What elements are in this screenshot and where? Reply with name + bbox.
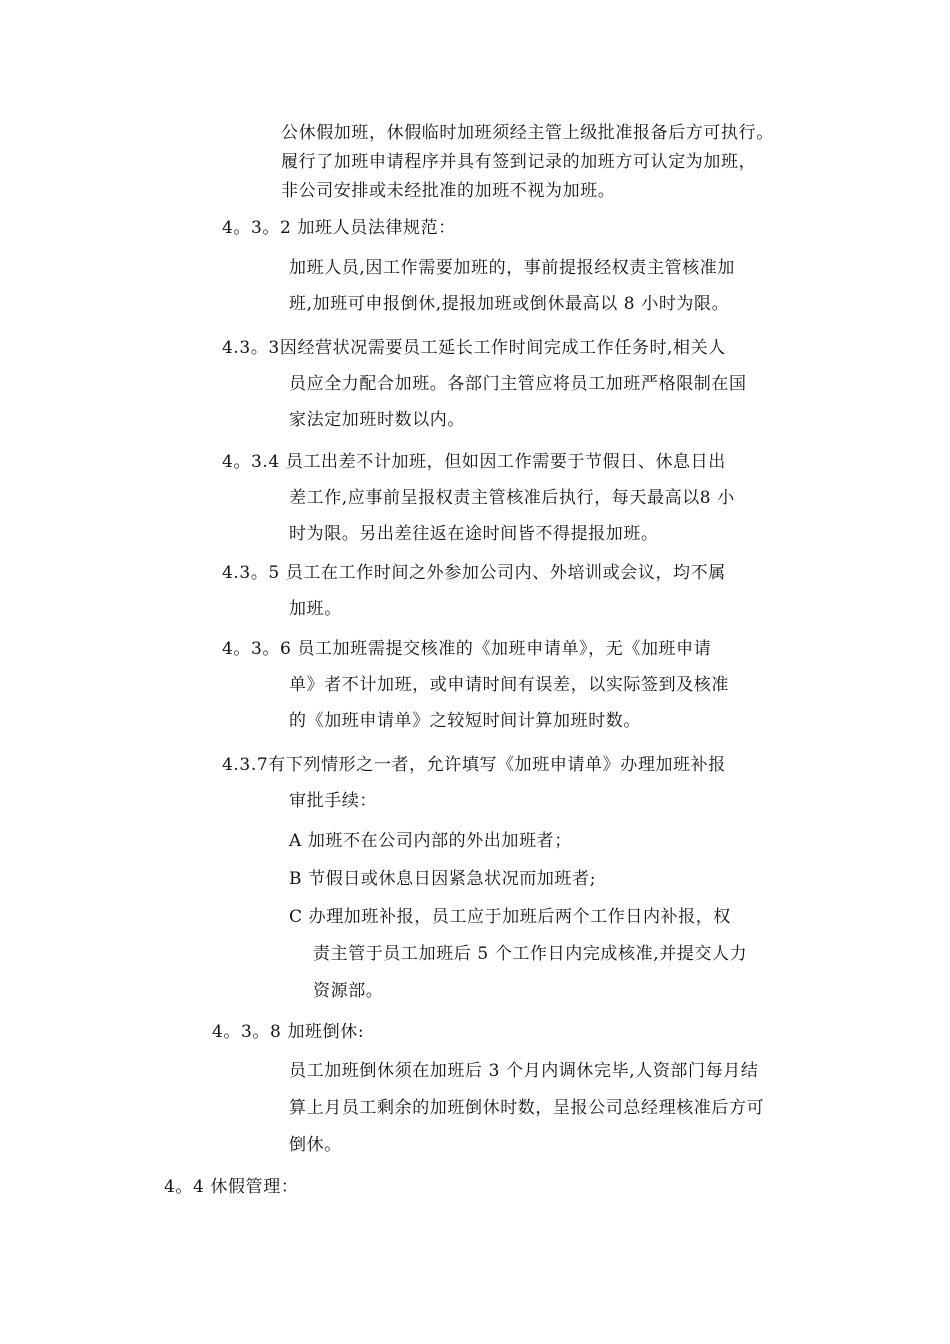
paragraph-line: 加班人员,因工作需要加班的，事前提报经权责主管核准加 [289,258,736,278]
list-item-a: A 加班不在公司内部的外出加班者； [289,831,572,851]
section-4-3-7-line: 4.3.7有下列情形之一者，允许填写《加班申请单》办理加班补报 [222,755,726,775]
paragraph-line: 差工作,应事前呈报权责主管核准后执行，每天最高以8 小 [289,488,735,508]
paragraph-line: 履行了加班申请程序并具有签到记录的加班方可认定为加班， [281,152,757,172]
section-4-3-5-line: 4.3。5 员工在工作时间之外参加公司内、外培训或会议，均不属 [222,563,726,583]
paragraph-line: 审批手续： [289,791,377,811]
paragraph-line: 班,加班可申报倒休,提报加班或倒休最高以 8 小时为限。 [289,294,730,314]
paragraph-line: 家法定加班时数以内。 [289,410,465,430]
section-4-3-3-line: 4.3。3因经营状况需要员工延长工作时间完成工作任务时,相关人 [222,338,726,358]
paragraph-line: 的《加班申请单》之较短时间计算加班时数。 [289,711,641,731]
section-heading-4-3-2: 4。3。2 加班人员法律规范： [222,218,456,238]
list-item-c: C 办理加班补报，员工应于加班后两个工作日内补报，权 [289,907,732,927]
list-item-c-continued: 责主管于员工加班后 5 个工作日内完成核准,并提交人力 [313,944,748,964]
list-item-b: B 节假日或休息日因紧急状况而加班者; [289,869,597,889]
paragraph-line: 非公司安排或未经批准的加班不视为加班。 [281,181,616,201]
section-heading-4-3-8: 4。3。8 加班倒休: [212,1022,365,1042]
list-item-c-continued: 资源部。 [313,981,384,1001]
paragraph-line: 员工加班倒休须在加班后 3 个月内调休完毕,人资部门每月结 [289,1061,759,1081]
section-heading-4-4: 4。4 休假管理： [164,1177,299,1197]
paragraph-line: 加班。 [289,599,342,619]
section-4-3-4-line: 4。3.4 员工出差不计加班，但如因工作需要于节假日、休息日出 [222,452,726,472]
paragraph-line: 算上月员工剩余的加班倒休时数，呈报公司总经理核准后方可 [289,1098,765,1118]
paragraph-line: 单》者不计加班，或申请时间有误差，以实际签到及核准 [289,675,729,695]
section-4-3-6-line: 4。3。6 员工加班需提交核准的《加班申请单》，无《加班申请 [222,639,712,659]
paragraph-line: 时为限。另出差往返在途时间皆不得提报加班。 [289,524,659,544]
paragraph-line: 员应全力配合加班。各部门主管应将员工加班严格限制在国 [289,374,747,394]
paragraph-line: 倒休。 [289,1135,342,1155]
paragraph-line: 公休假加班，休假临时加班须经主管上级批准报备后方可执行。 [281,123,774,143]
